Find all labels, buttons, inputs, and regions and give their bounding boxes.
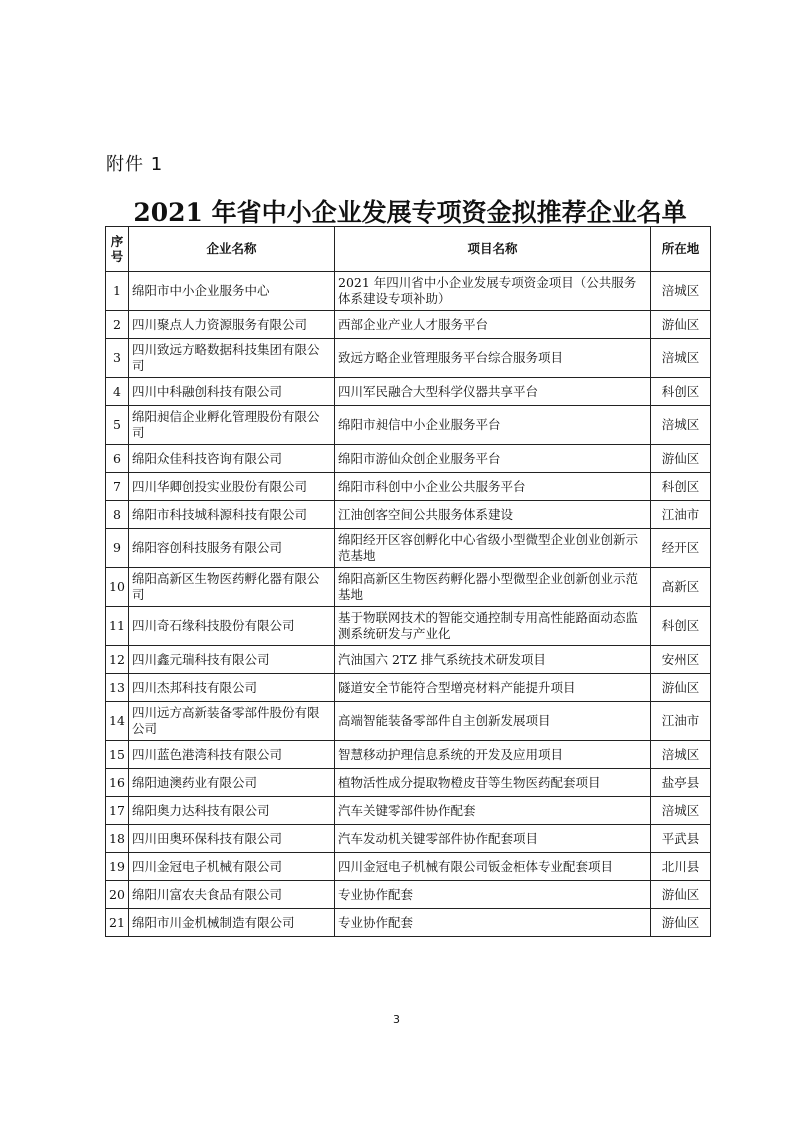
cell-project: 专业协作配套 [335,881,651,909]
cell-location: 安州区 [651,646,711,674]
cell-company: 四川奇石缘科技股份有限公司 [129,607,335,646]
cell-company: 绵阳奥力达科技有限公司 [129,797,335,825]
page-number: 3 [393,1013,400,1026]
cell-location: 江油市 [651,702,711,741]
table-row [106,797,711,825]
cell-location: 游仙区 [651,674,711,702]
cell-company: 绵阳容创科技服务有限公司 [129,529,335,568]
cell-project: 基于物联网技术的智能交通控制专用高性能路面动态监测系统研发与产业化 [335,607,651,646]
cell-location: 游仙区 [651,881,711,909]
cell-company: 四川聚点人力资源服务有限公司 [129,311,335,339]
cell-seq: 11 [106,607,129,646]
cell-location: 江油市 [651,501,711,529]
table-row [106,445,711,473]
cell-seq: 17 [106,797,129,825]
cell-seq: 13 [106,674,129,702]
document-title: 2021 年省中小企业发展专项资金拟推荐企业名单 [133,198,687,227]
cell-seq: 4 [106,378,129,406]
table-header-row [106,227,711,272]
cell-company: 绵阳昶信企业孵化管理股份有限公司 [129,406,335,445]
cell-company: 四川田奥环保科技有限公司 [129,825,335,853]
cell-project: 汽油国六 2TZ 排气系统技术研发项目 [335,646,651,674]
cell-project: 智慧移动护理信息系统的开发及应用项目 [335,741,651,769]
cell-project: 绵阳市游仙众创企业服务平台 [335,445,651,473]
table-row [106,674,711,702]
table-row [106,473,711,501]
cell-company: 绵阳川富农夫食品有限公司 [129,881,335,909]
cell-project: 专业协作配套 [335,909,651,937]
cell-location: 北川县 [651,853,711,881]
cell-location: 涪城区 [651,272,711,311]
table-row [106,339,711,378]
table-row [106,568,711,607]
attachment-label: 附件 1 [106,154,164,175]
cell-seq: 6 [106,445,129,473]
cell-location: 涪城区 [651,406,711,445]
cell-seq: 16 [106,769,129,797]
cell-seq: 19 [106,853,129,881]
cell-location: 科创区 [651,378,711,406]
cell-seq: 20 [106,881,129,909]
table-row [106,702,711,741]
cell-seq: 9 [106,529,129,568]
cell-seq: 21 [106,909,129,937]
cell-location: 平武县 [651,825,711,853]
cell-project: 隧道安全节能符合型增亮材料产能提升项目 [335,674,651,702]
cell-company: 绵阳市川金机械制造有限公司 [129,909,335,937]
cell-project: 四川金冠电子机械有限公司钣金柜体专业配套项目 [335,853,651,881]
cell-location: 科创区 [651,607,711,646]
cell-location: 涪城区 [651,339,711,378]
cell-project: 高端智能装备零部件自主创新发展项目 [335,702,651,741]
cell-project: 西部企业产业人才服务平台 [335,311,651,339]
cell-company: 绵阳市中小企业服务中心 [129,272,335,311]
cell-company: 绵阳众佳科技咨询有限公司 [129,445,335,473]
table-row [106,311,711,339]
cell-company: 四川远方高新装备零部件股份有限公司 [129,702,335,741]
cell-seq: 5 [106,406,129,445]
header-company: 企业名称 [129,227,335,272]
cell-company: 四川鑫元瑞科技有限公司 [129,646,335,674]
cell-project: 汽车发动机关键零部件协作配套项目 [335,825,651,853]
table-row [106,529,711,568]
cell-location: 科创区 [651,473,711,501]
cell-project: 绵阳高新区生物医药孵化器小型微型企业创新创业示范基地 [335,568,651,607]
cell-company: 四川蓝色港湾科技有限公司 [129,741,335,769]
cell-seq: 12 [106,646,129,674]
enterprise-table [105,226,711,937]
table-row [106,378,711,406]
cell-seq: 14 [106,702,129,741]
table-row [106,406,711,445]
cell-company: 四川中科融创科技有限公司 [129,378,335,406]
cell-location: 游仙区 [651,445,711,473]
cell-location: 涪城区 [651,741,711,769]
table-row [106,825,711,853]
cell-seq: 8 [106,501,129,529]
cell-location: 涪城区 [651,797,711,825]
cell-seq: 10 [106,568,129,607]
cell-project: 绵阳市昶信中小企业服务平台 [335,406,651,445]
table-row [106,741,711,769]
cell-project: 江油创客空间公共服务体系建设 [335,501,651,529]
table-row [106,501,711,529]
cell-project: 汽车关键零部件协作配套 [335,797,651,825]
cell-seq: 3 [106,339,129,378]
table-row [106,272,711,311]
cell-project: 绵阳市科创中小企业公共服务平台 [335,473,651,501]
cell-location: 高新区 [651,568,711,607]
cell-company: 绵阳市科技城科源科技有限公司 [129,501,335,529]
cell-location: 游仙区 [651,909,711,937]
cell-project: 绵阳经开区容创孵化中心省级小型微型企业创业创新示范基地 [335,529,651,568]
cell-company: 四川华卿创投实业股份有限公司 [129,473,335,501]
table-row [106,769,711,797]
cell-location: 盐亭县 [651,769,711,797]
cell-project: 四川军民融合大型科学仪器共享平台 [335,378,651,406]
cell-seq: 18 [106,825,129,853]
cell-company: 四川杰邦科技有限公司 [129,674,335,702]
cell-company: 四川致远方略数据科技集团有限公司 [129,339,335,378]
header-project: 项目名称 [335,227,651,272]
header-seq: 序号 [106,227,129,272]
cell-seq: 2 [106,311,129,339]
header-location: 所在地 [651,227,711,272]
table-row [106,881,711,909]
cell-project: 植物活性成分提取物橙皮苷等生物医药配套项目 [335,769,651,797]
cell-location: 经开区 [651,529,711,568]
table-row [106,607,711,646]
cell-seq: 15 [106,741,129,769]
cell-seq: 1 [106,272,129,311]
cell-company: 绵阳迪澳药业有限公司 [129,769,335,797]
cell-seq: 7 [106,473,129,501]
table-row [106,646,711,674]
cell-location: 游仙区 [651,311,711,339]
table-row [106,853,711,881]
cell-project: 2021 年四川省中小企业发展专项资金项目（公共服务体系建设专项补助） [335,272,651,311]
cell-company: 绵阳高新区生物医药孵化器有限公司 [129,568,335,607]
cell-project: 致远方略企业管理服务平台综合服务项目 [335,339,651,378]
table-row [106,909,711,937]
cell-company: 四川金冠电子机械有限公司 [129,853,335,881]
